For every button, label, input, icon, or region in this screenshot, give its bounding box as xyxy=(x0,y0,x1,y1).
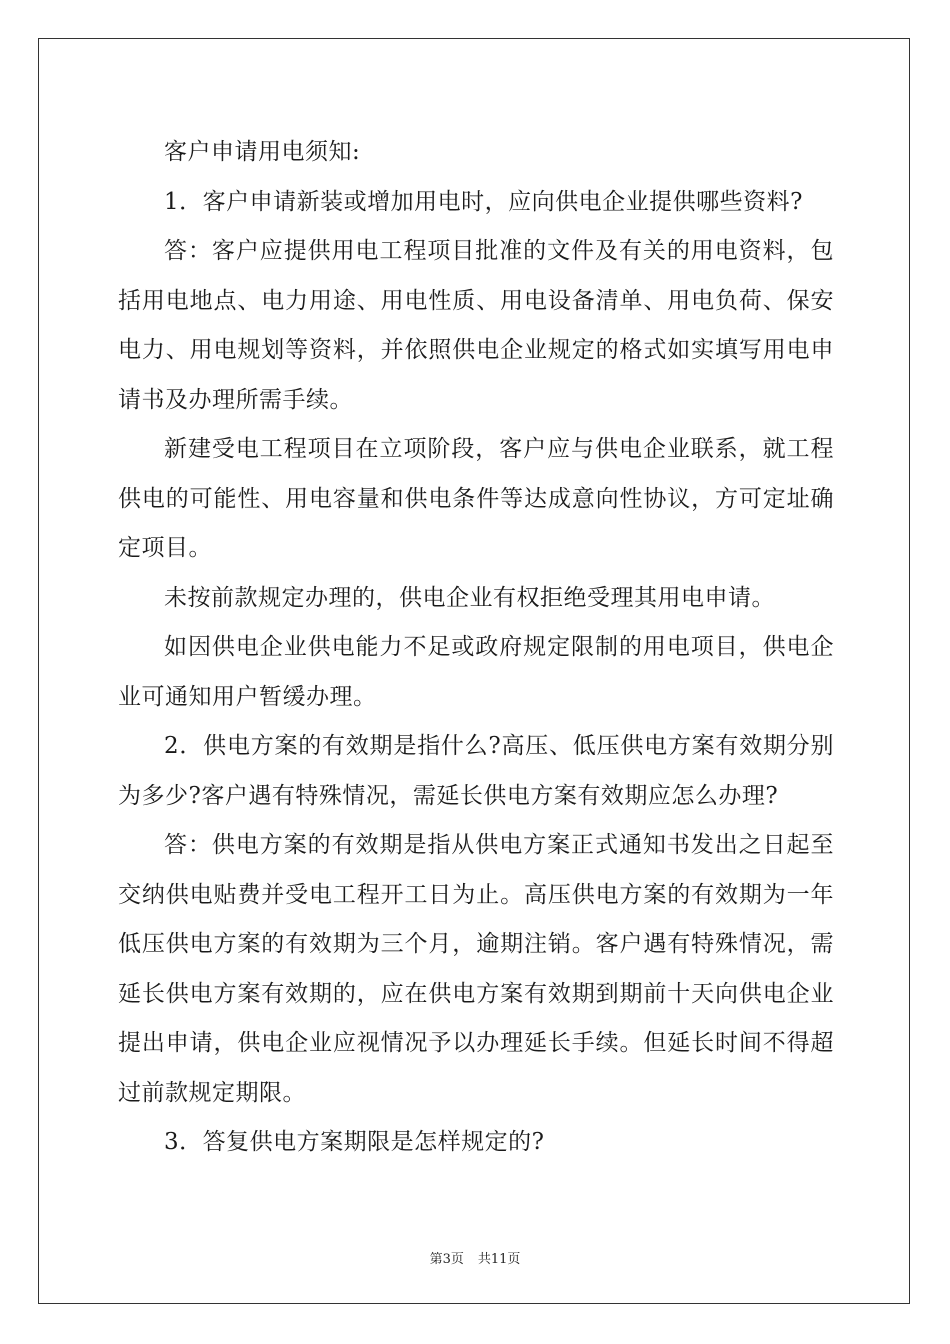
document-body xyxy=(118,128,834,1168)
paragraph-refusal: 未按前款规定办理的，供电企业有权拒绝受理其用电申请。 xyxy=(164,584,775,611)
paragraph-question-1: 1．客户申请新装或增加用电时，应向供电企业提供哪些资料? xyxy=(164,188,803,215)
paragraph-heading: 客户申请用电须知: xyxy=(164,139,361,165)
paragraph-question-3: 3．答复供电方案期限是怎样规定的? xyxy=(164,1129,545,1155)
paragraph-answer-1: 答：客户应提供用电工程项目批准的文件及有关的用电资料，包括用电地点、电力用途、用电性质、用电设备清单、用电负荷、保安电力、用电规划等资料，并依照供电企业规定的格式如实填写用电申请书及办理所需手续。 xyxy=(118,238,834,413)
page-number: 第3页 xyxy=(429,1252,464,1267)
page-footer xyxy=(0,1248,950,1267)
paragraph-question-2: 2．供电方案的有效期是指什么?高压、低压供电方案有效期分别为多少?客户遇有特殊情况，需延长供电方案有效期应怎么办理? xyxy=(118,733,834,809)
paragraph-answer-2: 答：供电方案的有效期是指从供电方案正式通知书发出之日起至交纳供电贴费并受电工程开工日为止。高压供电方案的有效期为一年低压供电方案的有效期为三个月，逾期注销。客户遇有特殊情况，需延长供电方案有效期的，应在供电方案有效期到期前十天向供电企业提出申请，供电企业应视情况予以办理延长手续。但延长时间不得超过前款规定期限。 xyxy=(118,832,834,1106)
paragraph-new-project: 新建受电工程项目在立项阶段，客户应与供电企业联系，就工程供电的可能性、用电容量和供电条件等达成意向性协议，方可定址确定项目。 xyxy=(118,436,834,561)
paragraph-postpone: 如因供电企业供电能力不足或政府规定限制的用电项目，供电企业可通知用户暂缓办理。 xyxy=(118,634,834,710)
page-total: 共11页 xyxy=(477,1252,521,1267)
